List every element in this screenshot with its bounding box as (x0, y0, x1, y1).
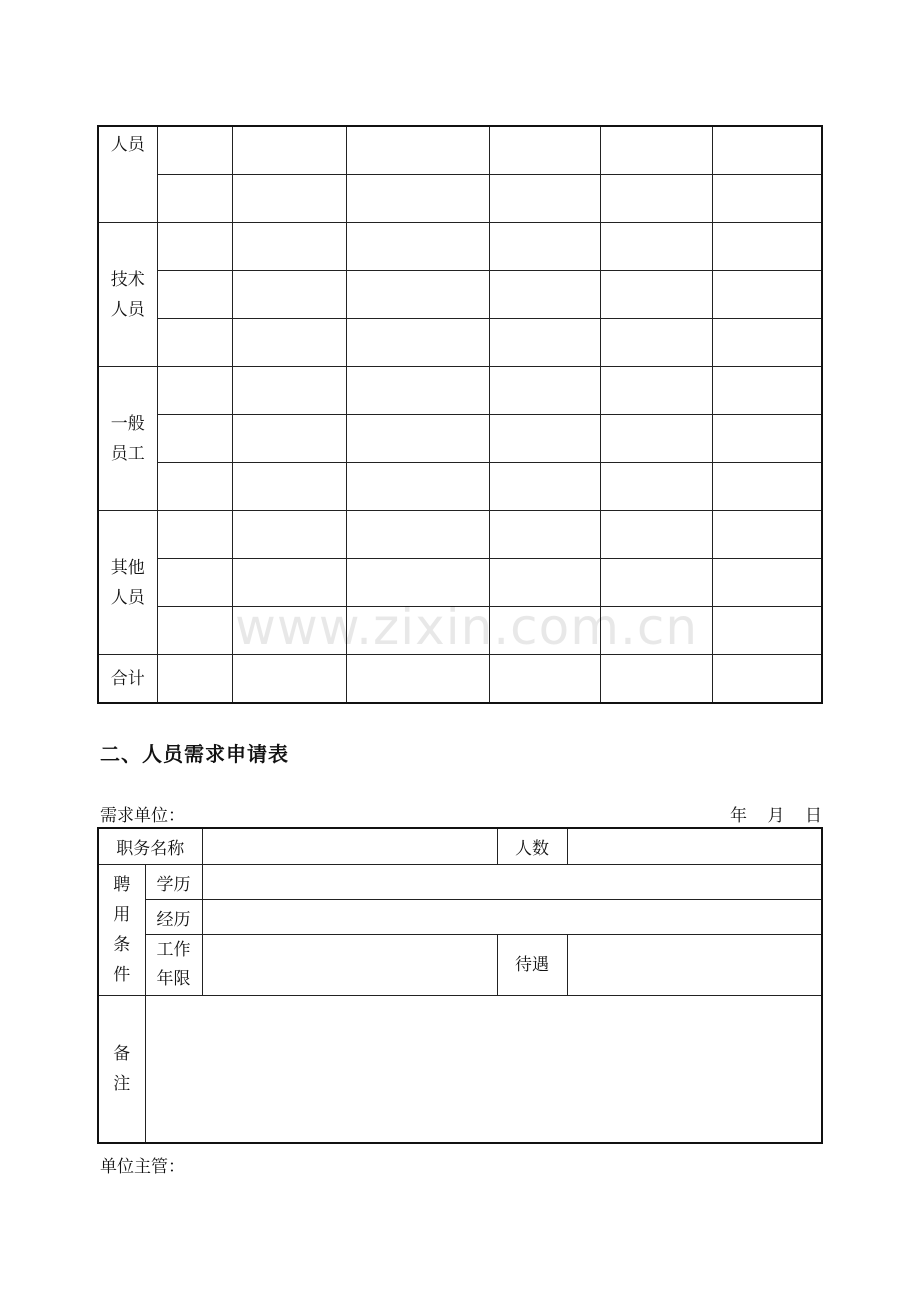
salary-label-cell (497, 935, 567, 996)
category-label-line: 一般 (110, 413, 145, 434)
table-cell[interactable] (232, 655, 346, 704)
table-cell[interactable] (600, 126, 712, 175)
work-years-field[interactable] (202, 935, 497, 996)
experience-label: 经历 (156, 909, 191, 930)
vertical-char: 聘 (113, 875, 131, 895)
education-label: 学历 (156, 874, 191, 895)
table-cell[interactable] (489, 271, 600, 319)
table-cell[interactable] (232, 463, 346, 511)
table-cell[interactable] (600, 415, 712, 463)
position-name-label: 职务名称 (116, 839, 185, 859)
remarks-field[interactable] (145, 996, 822, 1144)
table-cell[interactable] (712, 463, 822, 511)
table-cell[interactable] (489, 655, 600, 704)
table-cell[interactable] (600, 655, 712, 704)
table-cell[interactable] (157, 223, 232, 271)
table-cell[interactable] (157, 126, 232, 175)
table-cell[interactable] (346, 607, 489, 655)
table-cell[interactable] (489, 511, 600, 559)
headcount-field[interactable] (567, 828, 822, 865)
table-cell[interactable] (712, 175, 822, 223)
table-cell[interactable] (157, 607, 232, 655)
table-cell[interactable] (346, 463, 489, 511)
education-label-cell (145, 865, 202, 900)
table-cell[interactable] (489, 319, 600, 367)
table-cell[interactable] (712, 367, 822, 415)
salary-label: 待遇 (515, 954, 549, 975)
category-cell-other (98, 511, 157, 655)
table-cell[interactable] (712, 559, 822, 607)
table-cell[interactable] (157, 655, 232, 704)
experience-field[interactable] (202, 900, 822, 935)
category-label-line: 技术 (110, 269, 145, 290)
table-cell[interactable] (232, 367, 346, 415)
remarks-label-cell (98, 996, 145, 1144)
table-cell[interactable] (600, 559, 712, 607)
table-row (98, 900, 822, 935)
unit-supervisor-label: 单位主管： (100, 1157, 185, 1177)
table-cell[interactable] (157, 511, 232, 559)
headcount-label-cell (497, 828, 567, 865)
hiring-conditions-label-cell (98, 865, 145, 996)
category-cell-technical (98, 223, 157, 367)
vertical-char: 件 (113, 965, 131, 985)
staffing-table (97, 125, 823, 704)
staff-request-form (97, 827, 823, 1144)
table-cell[interactable] (232, 415, 346, 463)
section-title: 二、人员需求申请表 (100, 742, 289, 766)
vertical-char: 条 (113, 935, 131, 955)
table-cell[interactable] (157, 463, 232, 511)
watermark: www.zixin.com.cn (235, 598, 699, 656)
date-day-label: 日 (805, 806, 822, 826)
table-row (98, 126, 822, 175)
table-cell[interactable] (600, 367, 712, 415)
table-cell[interactable] (232, 607, 346, 655)
category-label: 人员 (110, 135, 145, 155)
table-row (98, 463, 822, 511)
table-cell[interactable] (489, 367, 600, 415)
category-label-line: 人员 (110, 587, 145, 608)
table-cell[interactable] (232, 559, 346, 607)
table-cell[interactable] (600, 463, 712, 511)
table-cell[interactable] (346, 511, 489, 559)
table-row (98, 367, 822, 415)
category-label-line: 员工 (110, 443, 145, 464)
table-cell[interactable] (489, 463, 600, 511)
table-row (98, 319, 822, 367)
table-cell[interactable] (157, 559, 232, 607)
table-cell[interactable] (712, 655, 822, 704)
table-cell[interactable] (600, 223, 712, 271)
table-cell[interactable] (157, 415, 232, 463)
table-cell[interactable] (346, 126, 489, 175)
table-cell[interactable] (232, 319, 346, 367)
vertical-char: 注 (113, 1074, 131, 1094)
table-cell[interactable] (346, 319, 489, 367)
table-cell[interactable] (157, 367, 232, 415)
table-row (98, 607, 822, 655)
date-line (730, 801, 822, 826)
table-cell[interactable] (346, 655, 489, 704)
table-row (98, 511, 822, 559)
table-cell[interactable] (346, 415, 489, 463)
position-name-field[interactable] (202, 828, 497, 865)
vertical-char: 备 (113, 1044, 131, 1064)
table-cell[interactable] (489, 415, 600, 463)
table-cell[interactable] (712, 607, 822, 655)
work-years-label-line: 工作 (156, 940, 191, 960)
table-cell[interactable] (600, 511, 712, 559)
table-cell[interactable] (600, 607, 712, 655)
category-cell-personnel (98, 126, 157, 223)
table-cell[interactable] (346, 175, 489, 223)
table-cell[interactable] (489, 559, 600, 607)
table-cell[interactable] (712, 511, 822, 559)
table-cell[interactable] (157, 175, 232, 223)
table-row (98, 175, 822, 223)
table-row (98, 271, 822, 319)
table-cell[interactable] (489, 175, 600, 223)
table-cell[interactable] (157, 271, 232, 319)
date-year-label: 年 (730, 806, 747, 826)
category-cell-general (98, 367, 157, 511)
table-row (98, 828, 822, 865)
table-row (98, 559, 822, 607)
vertical-char: 用 (113, 905, 131, 925)
table-row (98, 223, 822, 271)
table-cell[interactable] (600, 175, 712, 223)
work-years-label-cell (145, 935, 202, 996)
table-cell[interactable] (712, 319, 822, 367)
table-cell[interactable] (712, 126, 822, 175)
table-cell[interactable] (232, 511, 346, 559)
date-month-label: 月 (767, 806, 785, 826)
education-field[interactable] (202, 865, 822, 900)
table-row (98, 996, 822, 1144)
headcount-label: 人数 (515, 839, 549, 859)
table-cell[interactable] (232, 126, 346, 175)
table-row (98, 935, 822, 996)
work-years-label-line: 年限 (156, 969, 191, 989)
table-cell[interactable] (712, 415, 822, 463)
table-cell[interactable] (346, 223, 489, 271)
table-cell[interactable] (157, 319, 232, 367)
table-cell[interactable] (346, 559, 489, 607)
table-cell[interactable] (712, 223, 822, 271)
table-cell[interactable] (600, 319, 712, 367)
table-row (98, 415, 822, 463)
total-row (98, 655, 822, 704)
category-label-line: 其他 (110, 557, 145, 578)
table-cell[interactable] (712, 271, 822, 319)
table-row (98, 865, 822, 900)
table-cell[interactable] (489, 223, 600, 271)
table-cell[interactable] (346, 271, 489, 319)
table-cell[interactable] (489, 607, 600, 655)
table-cell[interactable] (232, 223, 346, 271)
total-label: 合计 (110, 668, 145, 689)
table-cell[interactable] (232, 175, 346, 223)
category-label-line: 人员 (110, 299, 145, 320)
total-label-cell (98, 655, 157, 704)
table-cell[interactable] (346, 367, 489, 415)
table-cell[interactable] (232, 271, 346, 319)
salary-field[interactable] (567, 935, 822, 996)
requesting-unit-label: 需求单位： (100, 806, 185, 826)
table-cell[interactable] (600, 271, 712, 319)
table-cell[interactable] (489, 126, 600, 175)
experience-label-cell (145, 900, 202, 935)
position-name-label-cell (98, 828, 202, 865)
